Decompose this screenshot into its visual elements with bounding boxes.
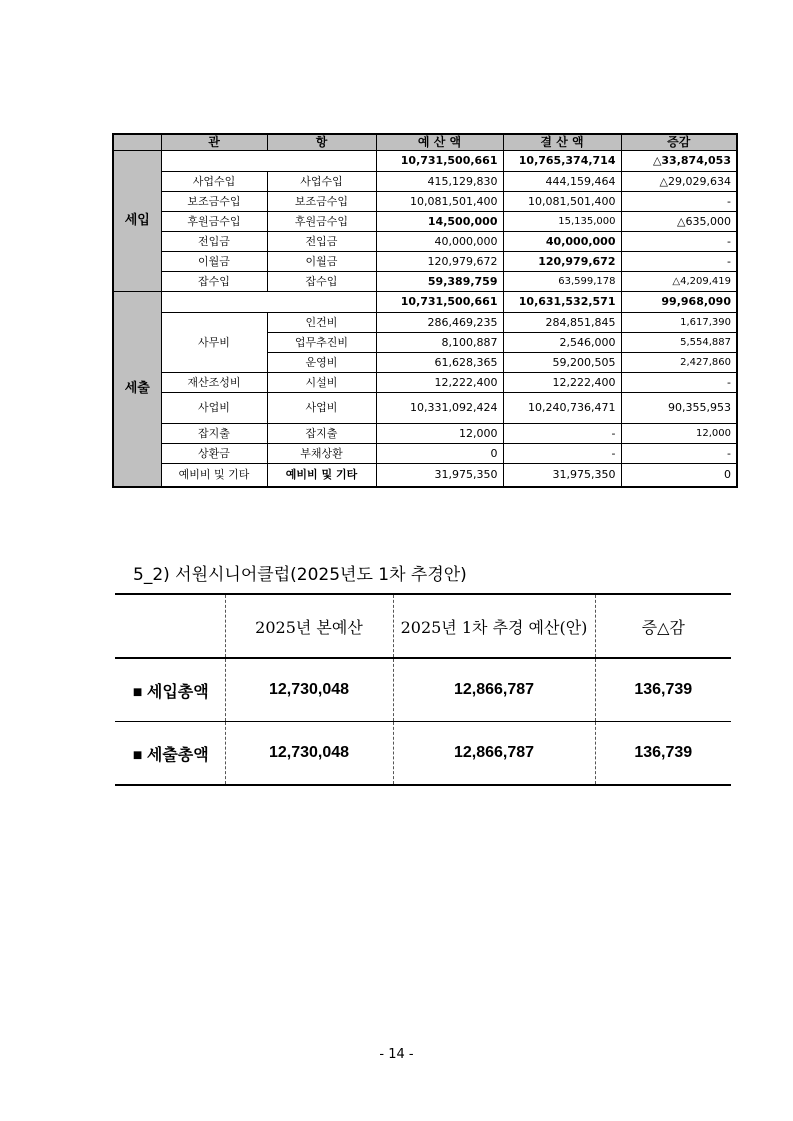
cell-settle: 59,200,505 bbox=[503, 353, 621, 373]
cell-diff: 90,355,953 bbox=[621, 393, 737, 424]
cell-diff: 1,617,390 bbox=[621, 313, 737, 333]
cell-settle: 444,159,464 bbox=[503, 172, 621, 192]
table-row bbox=[113, 444, 737, 464]
cell-diff: 136,739 bbox=[595, 658, 731, 722]
table-row bbox=[113, 252, 737, 272]
header-blank bbox=[115, 594, 225, 658]
income-total-diff: △33,874,053 bbox=[621, 151, 737, 172]
page-number: - 14 - bbox=[379, 1047, 414, 1062]
cell-hang: 후원금수입 bbox=[267, 212, 376, 232]
header-base-budget: 2025년 본예산 bbox=[225, 594, 393, 658]
cell-gwan: 잡지출 bbox=[161, 424, 267, 444]
table-row bbox=[113, 192, 737, 212]
cell-gwan: 사무비 bbox=[161, 313, 267, 373]
cell-settle: 120,979,672 bbox=[503, 252, 621, 272]
income-total-settle: 10,765,374,714 bbox=[503, 151, 621, 172]
cell-gwan: 보조금수입 bbox=[161, 192, 267, 212]
cell-base: 12,730,048 bbox=[225, 722, 393, 786]
table-row bbox=[113, 212, 737, 232]
row-label bbox=[115, 722, 225, 786]
table-row bbox=[113, 272, 737, 292]
cell-budget: 12,000 bbox=[376, 424, 503, 444]
cell-gwan: 이월금 bbox=[161, 252, 267, 272]
cell-diff: - bbox=[621, 252, 737, 272]
table-row bbox=[113, 373, 737, 393]
table-row bbox=[115, 658, 731, 722]
cell-hang: 사업수입 bbox=[267, 172, 376, 192]
table-row bbox=[113, 393, 737, 424]
cell-budget: 61,628,365 bbox=[376, 353, 503, 373]
cell-gwan: 잡수입 bbox=[161, 272, 267, 292]
header-revised-budget: 2025년 1차 추경 예산(안) bbox=[393, 594, 595, 658]
cell-gwan: 사업수입 bbox=[161, 172, 267, 192]
cell-gwan: 상환금 bbox=[161, 444, 267, 464]
cell-gwan: 예비비 및 기타 bbox=[161, 464, 267, 488]
cell-settle: 40,000,000 bbox=[503, 232, 621, 252]
income-total-row bbox=[113, 151, 737, 172]
cell-gwan: 전입금 bbox=[161, 232, 267, 252]
cell-budget: 59,389,759 bbox=[376, 272, 503, 292]
cell-hang: 이월금 bbox=[267, 252, 376, 272]
cell-diff: - bbox=[621, 444, 737, 464]
cell-base: 12,730,048 bbox=[225, 658, 393, 722]
cell-budget: 40,000,000 bbox=[376, 232, 503, 252]
section-title: 5_2) 서원시니어클럽(2025년도 1차 추경안) bbox=[133, 565, 467, 585]
expense-total-row bbox=[113, 292, 737, 313]
header-settle: 결 산 액 bbox=[503, 134, 621, 151]
cell-diff: △4,209,419 bbox=[621, 272, 737, 292]
header-gwan: 관 bbox=[161, 134, 267, 151]
expense-section-label: 세출 bbox=[113, 292, 161, 488]
bullet-icon: ■ bbox=[132, 746, 143, 764]
table-header-row bbox=[113, 134, 737, 151]
cell-budget: 10,081,501,400 bbox=[376, 192, 503, 212]
cell-budget: 0 bbox=[376, 444, 503, 464]
cell-revised: 12,866,787 bbox=[393, 658, 595, 722]
income-section-label: 세입 bbox=[113, 151, 161, 292]
label-text: 세입총액 bbox=[146, 683, 209, 701]
expense-total-diff: 99,968,090 bbox=[621, 292, 737, 313]
cell-diff: △635,000 bbox=[621, 212, 737, 232]
cell-gwan: 후원금수입 bbox=[161, 212, 267, 232]
cell-revised: 12,866,787 bbox=[393, 722, 595, 786]
cell-hang: 부채상환 bbox=[267, 444, 376, 464]
cell-diff: 5,554,887 bbox=[621, 333, 737, 353]
cell-diff: 12,000 bbox=[621, 424, 737, 444]
income-total-budget: 10,731,500,661 bbox=[376, 151, 503, 172]
cell-gwan: 사업비 bbox=[161, 393, 267, 424]
table-row bbox=[115, 722, 731, 786]
cell-diff: - bbox=[621, 373, 737, 393]
cell-budget: 8,100,887 bbox=[376, 333, 503, 353]
cell-diff: 0 bbox=[621, 464, 737, 488]
header-diff: 증감 bbox=[621, 134, 737, 151]
cell-hang: 운영비 bbox=[267, 353, 376, 373]
cell-hang: 잡수입 bbox=[267, 272, 376, 292]
cell-settle: 63,599,178 bbox=[503, 272, 621, 292]
table-row bbox=[113, 464, 737, 488]
revised-budget-table bbox=[115, 593, 731, 786]
cell-hang: 사업비 bbox=[267, 393, 376, 424]
cell-settle: 12,222,400 bbox=[503, 373, 621, 393]
expense-total-blank bbox=[161, 292, 376, 313]
cell-settle: - bbox=[503, 444, 621, 464]
cell-hang: 보조금수입 bbox=[267, 192, 376, 212]
cell-hang: 업무추진비 bbox=[267, 333, 376, 353]
cell-hang: 예비비 및 기타 bbox=[267, 464, 376, 488]
cell-diff: 136,739 bbox=[595, 722, 731, 786]
cell-budget: 415,129,830 bbox=[376, 172, 503, 192]
table-row bbox=[113, 172, 737, 192]
expense-total-budget: 10,731,500,661 bbox=[376, 292, 503, 313]
cell-settle: 10,240,736,471 bbox=[503, 393, 621, 424]
cell-diff: - bbox=[621, 232, 737, 252]
table-header-row bbox=[115, 594, 731, 658]
cell-budget: 31,975,350 bbox=[376, 464, 503, 488]
cell-hang: 인건비 bbox=[267, 313, 376, 333]
cell-budget: 10,331,092,424 bbox=[376, 393, 503, 424]
cell-budget: 14,500,000 bbox=[376, 212, 503, 232]
label-text: 세출총액 bbox=[146, 746, 209, 764]
cell-gwan: 재산조성비 bbox=[161, 373, 267, 393]
cell-settle: 2,546,000 bbox=[503, 333, 621, 353]
cell-budget: 12,222,400 bbox=[376, 373, 503, 393]
cell-settle: - bbox=[503, 424, 621, 444]
header-diff: 증△감 bbox=[595, 594, 731, 658]
cell-settle: 31,975,350 bbox=[503, 464, 621, 488]
cell-settle: 15,135,000 bbox=[503, 212, 621, 232]
header-hang: 항 bbox=[267, 134, 376, 151]
cell-settle: 10,081,501,400 bbox=[503, 192, 621, 212]
row-label bbox=[115, 658, 225, 722]
cell-budget: 120,979,672 bbox=[376, 252, 503, 272]
header-blank bbox=[113, 134, 161, 151]
table-row bbox=[113, 232, 737, 252]
header-budget: 예 산 액 bbox=[376, 134, 503, 151]
cell-budget: 286,469,235 bbox=[376, 313, 503, 333]
cell-hang: 전입금 bbox=[267, 232, 376, 252]
cell-hang: 잡지출 bbox=[267, 424, 376, 444]
cell-diff: 2,427,860 bbox=[621, 353, 737, 373]
table-row bbox=[113, 424, 737, 444]
expense-total-settle: 10,631,532,571 bbox=[503, 292, 621, 313]
bullet-icon: ■ bbox=[132, 683, 143, 701]
cell-diff: - bbox=[621, 192, 737, 212]
settlement-table bbox=[112, 133, 738, 488]
table-row bbox=[113, 313, 737, 333]
cell-hang: 시설비 bbox=[267, 373, 376, 393]
cell-diff: △29,029,634 bbox=[621, 172, 737, 192]
income-total-blank bbox=[161, 151, 376, 172]
cell-settle: 284,851,845 bbox=[503, 313, 621, 333]
